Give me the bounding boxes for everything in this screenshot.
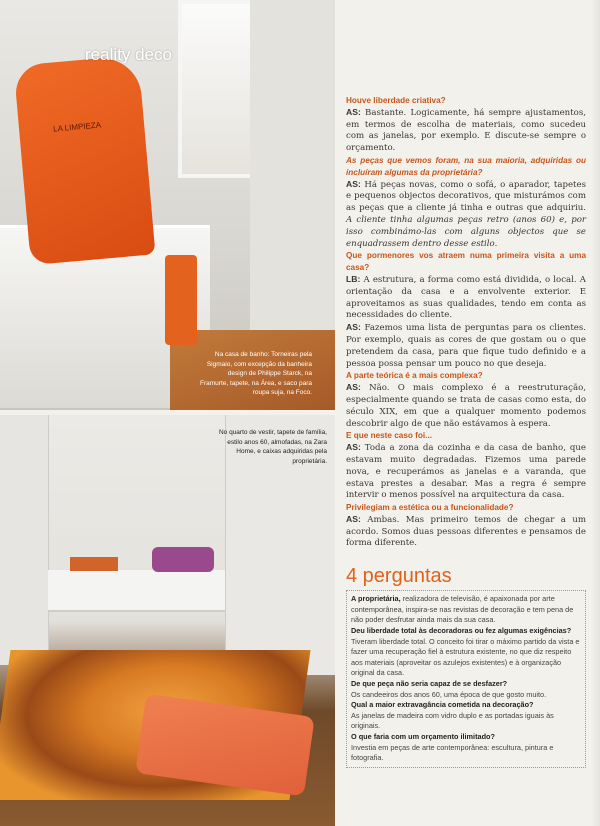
sidebar-question: Qual a maior extravagância cometida na decoração? <box>351 700 534 710</box>
page-gutter-shadow <box>592 0 600 826</box>
answer: AS: Fazemos uma lista de perguntas para os clientes. Por exemplo, quais as cores de que gostam ou o que pretendem da casa, para que fique tudo definido e a pessoa possa pensar um pouco no que deseja. <box>346 322 587 369</box>
sidebar-intro: A proprietária, realizadora de televisão, é apaixonada por arte contemporânea, inspira-se nas revistas de decoração e tem pena de não poder desfrutar ainda mais da sua casa. <box>351 594 574 625</box>
answer: AS: Toda a zona da cozinha e da casa de banho, que estavam muito degradadas. Fizemos uma parede nova, e recuperámos as janelas e a varanda, que estava prestes a desabar. Mas a regra é sempre intervir o menos possível na arquitectura da casa. <box>346 442 587 501</box>
answer: AS: Bastante. Logicamente, há sempre ajustamentos, em termos de escolha de materiais, como sucedeu com as janelas, por exemplo. E discute-se sempre o orçamento. <box>346 106 586 154</box>
answer: AS: Não. O mais complexo é a reestruturação, especialmente quando se trata de casas como esta, do século XIX, em que a qualquer momento podemos descobrir algo de que não estávamos à espera. <box>346 382 586 429</box>
section-label: reality deco <box>85 45 172 64</box>
sidebar-answer: As janelas de madeira com vidro duplo e as portadas iguais às originais. <box>351 710 554 731</box>
sidebar-title: 4 perguntas <box>346 565 452 588</box>
question: Houve liberdade criativa? <box>346 96 446 105</box>
question: Privilegiam a estética ou a funcionalidade? <box>346 503 514 513</box>
bathroom-photo <box>0 0 335 410</box>
cushions-purple <box>152 547 214 572</box>
sidebar-question: O que faria com um orçamento ilimitado? <box>351 732 495 741</box>
sidebar-answer: Os candeeiros dos anos 60, uma época de que gosto muito. <box>351 689 547 699</box>
laundry-bag-text: LA LIMPIEZA <box>52 120 102 134</box>
right-column <box>346 95 586 768</box>
answer: AS: Ambas. Mas primeiro temos de chegar a um acordo. Somos duas pessoas diferentes e pensamos de forma diferente. <box>346 513 586 549</box>
question: Que pormenores vos atraem numa primeira visita a uma casa? <box>346 251 586 273</box>
question: A parte teórica é a mais complexa? <box>346 371 483 381</box>
shelf <box>48 570 225 612</box>
dressing-room-photo <box>0 415 335 826</box>
question: As peças que vemos foram, na sua maioria, adquiridas ou incluíram algumas da proprietária? <box>346 155 586 177</box>
answer: LB: A estrutura, a forma como está dividida, o local. A orientação da casa e a envolvente exterior. E aproveitamos as suas qualidades, tendo em conta as necessidades do cliente. <box>346 273 586 321</box>
sidebar-answer: Investia em peças de arte contemporânea: escultura, pintura e fotografia. <box>351 742 554 763</box>
sidebar-question: Deu liberdade total às decoradoras ou fez algumas exigências? <box>351 626 572 636</box>
laundry-bag <box>14 55 156 265</box>
cupboards-left <box>0 415 49 665</box>
towel <box>165 255 197 345</box>
sidebar-question: De que peça não seria capaz de se desfazer? <box>351 679 508 689</box>
dressing-room-caption: No quarto de vestir, tapete de família, estilo anos 60, almofadas, na Zara Home, e caixas adquiridas pela proprietária. <box>218 429 327 465</box>
sidebar-answer: Tiveram liberdade total. O conceito foi tirar o máximo partido da vista e fazer uma recuperação fiel à estrutura existente, no que diz respeito aos materiais (aproveitar os azulejos existentes) e à organização original da casa. <box>351 636 580 678</box>
answer: AS: Há peças novas, como o sofá, o aparador, tapetes e pequenos objectos decorativos, que misturámos com as peças que a cliente já tinha e outras que adquiriu. A cliente tinha algumas peças retro (anos 60) e, por isso combinámo-las com alguns objectos que se enquadrassem dentro desse estilo. <box>346 178 586 249</box>
four-questions-box <box>346 590 586 768</box>
question: E que neste caso foi... <box>346 431 432 441</box>
boxes <box>70 557 118 571</box>
interview-column <box>346 95 586 550</box>
window <box>178 0 258 178</box>
wall-tiles <box>250 0 335 330</box>
bathroom-caption: Na casa de banho: Torneiras pela Sigmaio, com excepção da banheira design de Philippe Starck, na Framurte, tapete, na Área, e saco para roupa suja, na Foco. <box>200 351 313 396</box>
